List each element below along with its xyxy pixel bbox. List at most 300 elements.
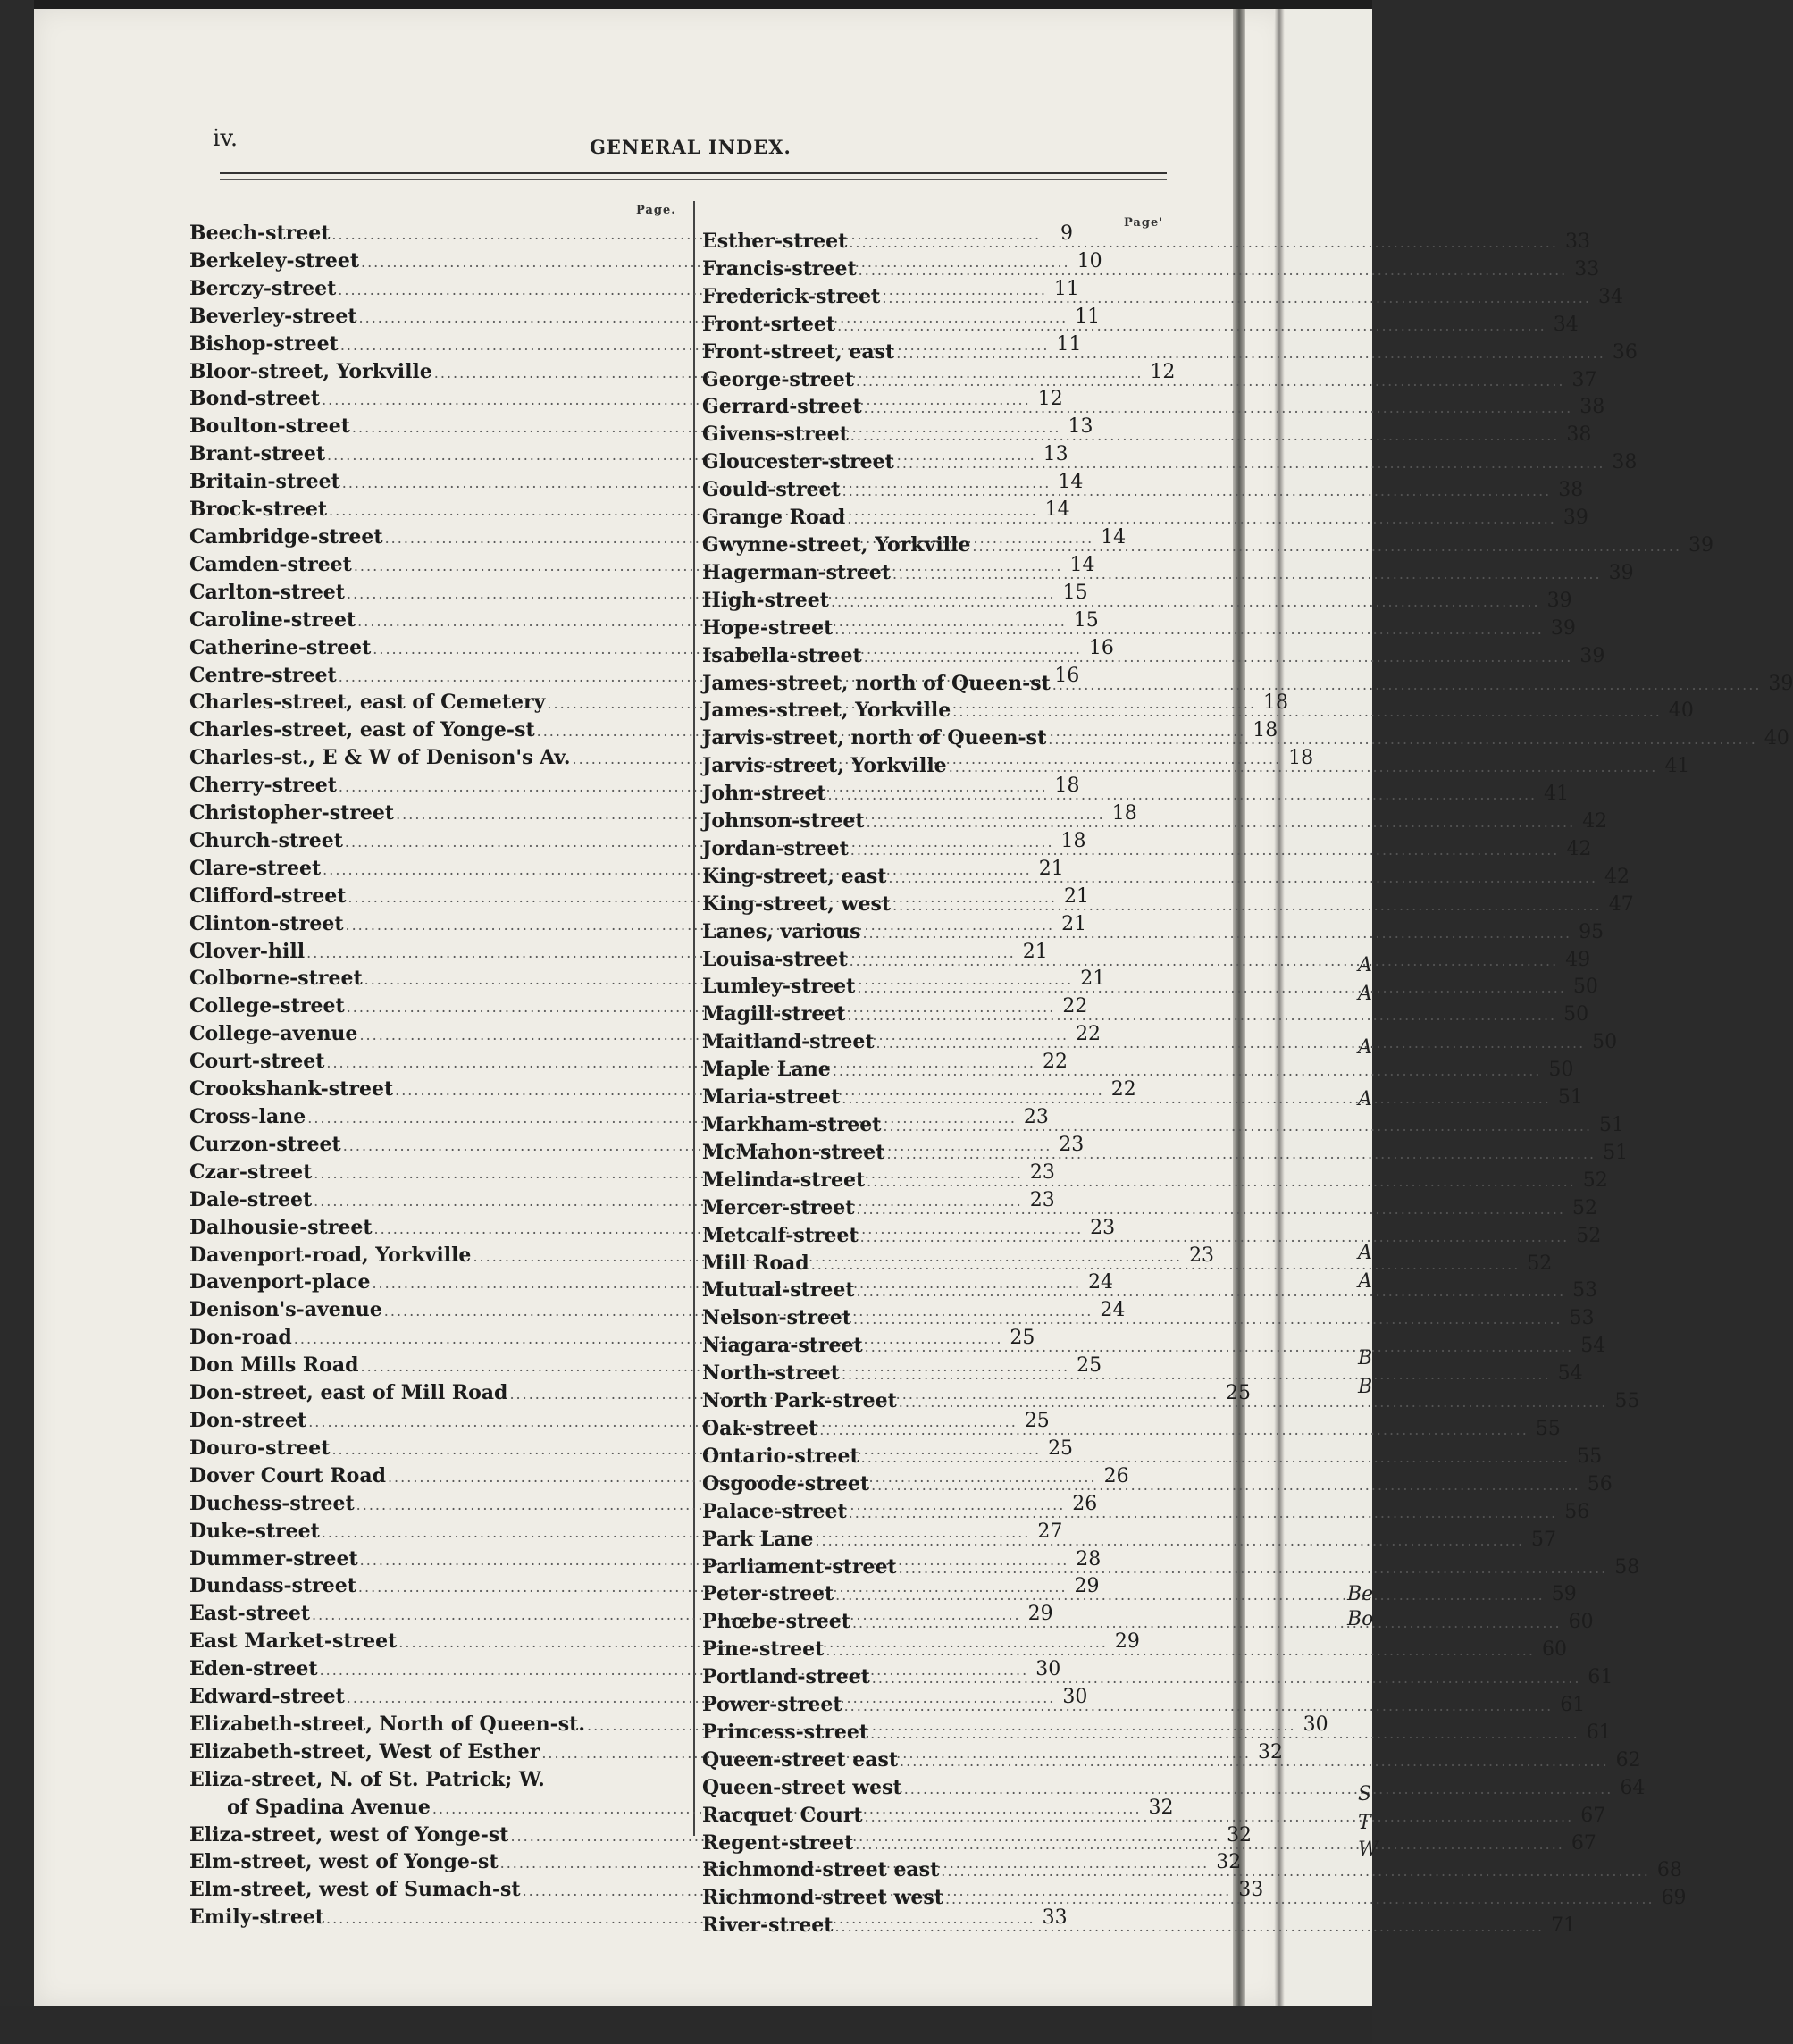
entry-name: Clare-street	[189, 856, 322, 880]
entry-name: Gould-street	[702, 478, 841, 502]
dot-leader	[849, 423, 1562, 449]
entry-page: 36	[1612, 340, 1638, 364]
entry-name: Don-street, east of Mill Road	[189, 1381, 508, 1405]
entry-page: 18	[1288, 747, 1314, 770]
entry-name: Mill Road	[702, 1251, 809, 1275]
entry-page: 30	[1062, 1686, 1088, 1709]
index-entry	[702, 449, 1638, 477]
index-entry	[702, 1527, 1557, 1554]
entry-page: 22	[1076, 1023, 1102, 1046]
entry-page: 33	[1042, 1906, 1068, 1930]
entry-name: Lanes, various	[702, 919, 861, 943]
dot-leader	[851, 1307, 1564, 1333]
entry-name: Palace-street	[702, 1499, 847, 1523]
entry-page: 11	[1053, 277, 1079, 300]
dot-leader	[826, 783, 1539, 808]
entry-name: Dalhousie-street	[189, 1215, 373, 1239]
entry-page: 21	[1063, 884, 1089, 908]
dot-leader	[855, 1279, 1568, 1305]
entry-name: Curzon-street	[189, 1132, 341, 1156]
dot-leader	[891, 562, 1604, 588]
entry-name: Brock-street	[189, 498, 328, 522]
dot-leader	[855, 976, 1568, 1001]
entry-page: 30	[1035, 1658, 1061, 1681]
entry-name: Hope-street	[702, 616, 834, 640]
entry-page: 61	[1588, 1666, 1613, 1689]
dot-leader	[894, 341, 1607, 367]
entry-name: Frederick-street	[702, 284, 881, 308]
entry-name: Christopher-street	[189, 801, 395, 825]
entry-name: George-street	[702, 367, 854, 391]
margin-fragment: Bo	[1347, 1608, 1374, 1630]
entry-page: 25	[1024, 1409, 1050, 1432]
entry-name: Davenport-road, Yorkville	[189, 1243, 472, 1267]
entry-name: Mercer-street	[702, 1195, 855, 1219]
entry-page: 54	[1557, 1362, 1583, 1386]
dot-leader	[862, 645, 1575, 671]
entry-name: Park Lane	[702, 1527, 814, 1551]
dot-leader	[875, 1031, 1588, 1057]
dot-leader	[897, 1556, 1610, 1582]
entry-page: 52	[1576, 1224, 1602, 1247]
entry-name: Brant-street	[189, 442, 326, 466]
dot-leader	[833, 1914, 1546, 1940]
entry-page: 23	[1059, 1133, 1085, 1156]
entry-page: 27	[1037, 1520, 1063, 1543]
entry-page: 57	[1531, 1528, 1557, 1551]
entry-page: 41	[1664, 755, 1690, 778]
entry-page: 39	[1546, 589, 1572, 612]
entry-page: 16	[1088, 636, 1114, 659]
index-entry	[702, 974, 1598, 1001]
entry-name: Dundass-street	[189, 1574, 356, 1598]
index-entry	[702, 477, 1584, 505]
index-entry	[702, 1278, 1598, 1305]
entry-page: 23	[1189, 1244, 1215, 1267]
entry-page: 51	[1599, 1114, 1625, 1136]
entry-page: 52	[1582, 1169, 1608, 1192]
entry-name: Eliza-street, west of Yonge-st	[189, 1822, 509, 1847]
entry-name: Jordan-street	[702, 836, 849, 860]
index-entry	[702, 1140, 1629, 1168]
dot-leader	[845, 507, 1558, 532]
entry-page: 9	[1060, 222, 1074, 245]
margin-fragment: A	[1358, 1036, 1372, 1059]
index-entry	[702, 1029, 1618, 1057]
margin-fragment: Be	[1347, 1583, 1374, 1605]
entry-name: Elm-street, west of Sumach-st	[189, 1878, 521, 1902]
entry-name: Don-road	[189, 1326, 292, 1350]
entry-name: McMahon-street	[702, 1140, 885, 1164]
entry-name: Crookshank-street	[189, 1077, 394, 1102]
entry-page: 23	[1029, 1188, 1055, 1211]
entry-page: 13	[1068, 415, 1093, 439]
index-entry	[702, 588, 1572, 616]
index-entry	[702, 1554, 1640, 1582]
entry-page: 22	[1042, 1051, 1068, 1074]
entry-name: Colborne-street	[189, 967, 363, 991]
entry-page: 32	[1148, 1796, 1174, 1819]
entry-page: 32	[1257, 1740, 1283, 1763]
entry-name: Esther-street	[702, 230, 848, 253]
entry-name: Metcalf-street	[702, 1223, 859, 1247]
dot-leader	[884, 1142, 1597, 1168]
entry-name: Melinda-street	[702, 1168, 866, 1192]
entry-page: 24	[1088, 1271, 1114, 1294]
page-title: GENERAL INDEX.	[590, 136, 792, 158]
index-entry	[702, 947, 1591, 975]
index-entry	[702, 1001, 1589, 1029]
dot-leader	[860, 921, 1573, 947]
entry-name: Francis-street	[702, 256, 857, 281]
entry-name: North Park-street	[702, 1389, 897, 1413]
entry-page: 56	[1564, 1500, 1590, 1523]
entry-name: College-street	[189, 994, 345, 1018]
dot-leader	[886, 866, 1599, 892]
entry-page: 68	[1656, 1859, 1682, 1882]
entry-page: 39	[1608, 561, 1634, 584]
dot-leader	[897, 1390, 1610, 1416]
entry-name: Cross-lane	[189, 1105, 306, 1128]
entry-name: of Spadina Avenue	[227, 1795, 431, 1819]
entry-page: 71	[1551, 1914, 1577, 1938]
entry-page: 39	[1579, 644, 1605, 667]
entry-name: Lumley-street	[702, 975, 856, 999]
index-entry	[702, 671, 1793, 699]
entry-page: 51	[1603, 1141, 1629, 1164]
entry-page: 69	[1661, 1887, 1687, 1910]
entry-page: 37	[1571, 368, 1597, 391]
entry-name: Hagerman-street	[702, 560, 891, 584]
entry-page: 61	[1560, 1694, 1586, 1717]
entry-name: Edward-street	[189, 1685, 345, 1709]
margin-fragment: S	[1358, 1783, 1372, 1805]
entry-name: Racquet Court	[702, 1803, 863, 1827]
entry-name: Britain-street	[189, 470, 340, 494]
entry-name: Emily-street	[189, 1906, 324, 1930]
index-entry	[702, 643, 1605, 671]
index-entry	[702, 919, 1604, 947]
entry-page: 33	[1238, 1879, 1264, 1902]
entry-name: King-street, west	[702, 892, 892, 916]
entry-name: John-street	[702, 782, 826, 806]
dot-leader	[869, 1473, 1582, 1499]
entry-page: 14	[1069, 553, 1095, 576]
entry-page: 33	[1574, 257, 1600, 281]
dot-leader	[881, 1114, 1594, 1140]
index-entry	[702, 532, 1714, 560]
entry-name: James-street, Yorkville	[702, 699, 951, 723]
entry-name: Camden-street	[189, 552, 352, 576]
dot-leader	[898, 1749, 1611, 1775]
entry-name: Charles-street, east of Yonge-st	[189, 718, 535, 742]
margin-fragment: W	[1358, 1839, 1378, 1861]
entry-name: Charles-st., E & W of Denison's Av.	[189, 746, 571, 770]
entry-page: 39	[1550, 616, 1576, 640]
dot-leader	[870, 1666, 1583, 1692]
index-entry	[702, 1913, 1577, 1940]
entry-name: Jarvis-street, Yorkville	[702, 754, 947, 778]
index-entry	[702, 1692, 1586, 1720]
entry-page: 55	[1535, 1417, 1561, 1440]
entry-page: 60	[1541, 1638, 1567, 1662]
entry-page: 14	[1044, 498, 1070, 522]
dot-leader	[1051, 673, 1764, 699]
entry-name: Beech-street	[189, 222, 331, 245]
entry-page: 23	[1029, 1160, 1055, 1184]
entry-page: 49	[1565, 948, 1591, 971]
entry-name: Cherry-street	[189, 774, 337, 798]
entry-page: 39	[1563, 507, 1588, 530]
dot-leader	[865, 810, 1578, 836]
entry-page: 21	[1022, 940, 1048, 963]
dot-leader	[829, 590, 1542, 616]
entry-page: 42	[1582, 810, 1608, 834]
entry-name: Bishop-street	[189, 331, 339, 356]
margin-fragment: A	[1358, 1088, 1372, 1110]
entry-page: 21	[1061, 912, 1087, 935]
entry-name: Dale-street	[189, 1187, 313, 1211]
entry-page: 22	[1110, 1078, 1136, 1102]
index-entry	[702, 1664, 1613, 1692]
index-entry	[702, 1444, 1603, 1471]
entry-page: 10	[1077, 249, 1102, 272]
index-entry	[702, 1223, 1602, 1251]
entry-name: River-street	[702, 1914, 834, 1938]
entry-name: King-street, east	[702, 864, 887, 888]
entry-name: Nelson-street	[702, 1306, 851, 1330]
entry-name: Front-srteet	[702, 312, 836, 336]
entry-page: 51	[1557, 1086, 1583, 1110]
index-entry	[702, 1057, 1574, 1085]
index-entry	[702, 864, 1630, 892]
entry-name: Gerrard-street	[702, 395, 862, 419]
index-entry	[189, 1767, 683, 1795]
entry-name: Berczy-street	[189, 276, 337, 300]
entry-name: Richmond-street west	[702, 1886, 943, 1910]
entry-name: Duchess-street	[189, 1491, 355, 1515]
margin-fragment: A	[1358, 1242, 1372, 1264]
scan-bottom-edge	[0, 2006, 1372, 2044]
entry-page: 40	[1764, 727, 1789, 750]
dot-leader	[841, 479, 1554, 505]
index-entry	[702, 229, 1590, 256]
entry-page: 28	[1076, 1547, 1102, 1571]
entry-name: Elizabeth-street, West of Esther	[189, 1739, 540, 1763]
margin-fragment: T	[1358, 1812, 1371, 1834]
dot-leader	[947, 755, 1660, 781]
entry-page: 18	[1263, 691, 1289, 715]
entry-page: 50	[1592, 1031, 1618, 1054]
entry-name: James-street, north of Queen-st	[702, 671, 1051, 695]
index-entry	[702, 560, 1634, 588]
entry-page: 15	[1073, 608, 1099, 632]
entry-page: 64	[1620, 1776, 1646, 1799]
entry-page: 29	[1074, 1575, 1100, 1598]
entry-page: 26	[1072, 1492, 1098, 1515]
entry-page: 11	[1056, 332, 1082, 356]
entry-name: Dummer-street	[189, 1546, 358, 1571]
entry-page: 23	[1090, 1216, 1116, 1239]
entry-name: Dover Court Road	[189, 1463, 386, 1487]
index-entry	[702, 781, 1570, 808]
entry-name: Regent-street	[702, 1830, 854, 1855]
entry-page: 11	[1075, 305, 1101, 328]
dot-leader	[824, 1638, 1537, 1664]
dot-leader	[842, 1694, 1555, 1720]
index-entry	[702, 339, 1638, 367]
margin-fragment: B	[1358, 1376, 1373, 1398]
dot-leader	[849, 838, 1562, 864]
entry-page: 14	[1058, 471, 1084, 494]
dot-leader	[840, 1086, 1553, 1112]
entry-page: 22	[1062, 995, 1088, 1018]
entry-page: 38	[1612, 451, 1638, 474]
entry-name: Court-street	[189, 1050, 325, 1074]
entry-name: Boulton-street	[189, 415, 350, 439]
entry-name: Maria-street	[702, 1085, 841, 1110]
index-entry	[702, 505, 1588, 532]
index-entry	[702, 892, 1634, 919]
entry-name: Queen-street west	[702, 1775, 902, 1799]
entry-name: Maitland-street	[702, 1030, 875, 1054]
index-entry	[702, 394, 1605, 422]
index-entry	[702, 1112, 1625, 1140]
entry-page: 38	[1566, 423, 1592, 447]
entry-name: Front-street, east	[702, 339, 895, 364]
index-entry	[702, 1085, 1583, 1112]
dot-leader	[840, 1362, 1553, 1388]
dot-leader	[939, 1859, 1652, 1885]
entry-name: Clover-hill	[189, 939, 306, 963]
entry-name: Ontario-street	[702, 1444, 859, 1468]
index-entry	[702, 1195, 1597, 1223]
entry-name: Beverley-street	[189, 304, 357, 328]
index-entry	[702, 422, 1592, 449]
entry-name: North-street	[702, 1361, 840, 1386]
entry-name: Clifford-street	[189, 884, 347, 908]
entry-page: 34	[1597, 285, 1623, 308]
margin-fragment: A	[1358, 954, 1372, 976]
entry-page: 55	[1614, 1390, 1640, 1413]
entry-page: 52	[1571, 1196, 1597, 1219]
entry-page: 23	[1023, 1106, 1049, 1128]
dot-leader	[859, 1445, 1572, 1471]
header-rule-thin	[220, 179, 1167, 180]
entry-name: Bond-street	[189, 387, 321, 411]
entry-page: 32	[1216, 1851, 1242, 1874]
entry-name: Berkeley-street	[189, 248, 359, 272]
dot-leader	[813, 1529, 1526, 1554]
dot-leader	[970, 534, 1683, 560]
entry-name: Magill-street	[702, 1002, 846, 1026]
index-entry	[702, 1775, 1646, 1803]
entry-name: Grange Road	[702, 506, 846, 530]
entry-name: Clinton-street	[189, 911, 344, 935]
entry-name: Richmond-street east	[702, 1858, 940, 1882]
entry-page: 59	[1551, 1583, 1577, 1606]
margin-fragment: A	[1358, 1270, 1372, 1293]
entry-name: Gloucester-street	[702, 450, 894, 474]
entry-page: 52	[1527, 1252, 1553, 1275]
entry-name: Louisa-street	[702, 947, 848, 971]
entry-page: 39	[1688, 533, 1714, 557]
entry-page: 60	[1568, 1611, 1594, 1634]
dot-leader	[951, 699, 1663, 725]
entry-page: 25	[1226, 1382, 1252, 1405]
entry-page: 26	[1103, 1464, 1129, 1487]
entry-name: Niagara-street	[702, 1334, 863, 1358]
dot-leader	[831, 1059, 1544, 1085]
dot-leader	[859, 1225, 1571, 1251]
entry-page: 50	[1548, 1059, 1574, 1082]
entry-name: Duke-street	[189, 1519, 320, 1543]
entry-name: Centre-street	[189, 663, 337, 687]
header-rule	[220, 172, 1167, 174]
entry-name: Power-street	[702, 1693, 842, 1717]
entry-name: Johnson-street	[702, 809, 865, 834]
entry-page: 18	[1111, 802, 1137, 825]
entry-page: 14	[1101, 525, 1127, 549]
entry-name: Eliza-street, N. of St. Patrick; W.	[189, 1767, 545, 1791]
page-number: iv.	[213, 125, 239, 152]
entry-name: Carlton-street	[189, 580, 345, 604]
entry-name: Phœbe-street	[702, 1610, 850, 1634]
entry-page: 67	[1580, 1804, 1606, 1827]
entry-name: Don-street	[189, 1408, 307, 1432]
entry-name: Elm-street, west of Yonge-st	[189, 1850, 499, 1874]
entry-name: Givens-street	[702, 423, 849, 447]
index-entry	[702, 1637, 1567, 1664]
entry-page: 13	[1043, 443, 1068, 466]
dot-leader	[809, 1252, 1522, 1278]
entry-name: Cambridge-street	[189, 524, 383, 549]
entry-name: Portland-street	[702, 1665, 870, 1689]
entry-name: College-avenue	[189, 1022, 358, 1046]
margin-fragment: A	[1358, 983, 1372, 1005]
entry-name: Elizabeth-street, North of Queen-st.	[189, 1712, 585, 1736]
dot-leader	[833, 617, 1546, 643]
index-entry	[702, 1305, 1595, 1333]
entry-name: Queen-street east	[702, 1747, 899, 1772]
entry-page: 62	[1615, 1748, 1641, 1772]
margin-fragment: B	[1358, 1347, 1373, 1370]
entry-name: Peter-street	[702, 1582, 834, 1606]
entry-name: East-street	[189, 1602, 310, 1626]
entry-name: Osgoode-street	[702, 1471, 870, 1495]
dot-leader	[853, 1832, 1566, 1858]
entry-name: Markham-street	[702, 1113, 882, 1136]
dot-leader	[847, 1501, 1560, 1527]
entry-name: Catherine-street	[189, 635, 372, 659]
entry-name: Don Mills Road	[189, 1353, 359, 1378]
entry-page: 61	[1586, 1721, 1612, 1744]
entry-page: 40	[1668, 699, 1694, 723]
dot-leader	[880, 286, 1593, 312]
dot-leader	[891, 893, 1604, 919]
entry-page: 21	[1038, 857, 1064, 880]
entry-name: Caroline-street	[189, 607, 356, 632]
entry-name: Bloor-street, Yorkville	[189, 359, 432, 383]
entry-page: 24	[1100, 1299, 1126, 1322]
dot-leader	[902, 1777, 1615, 1803]
entry-page: 95	[1579, 920, 1604, 943]
dot-leader	[868, 1721, 1581, 1747]
dot-leader	[846, 1003, 1559, 1029]
index-entry	[702, 1168, 1608, 1195]
entry-name: Denison's-avenue	[189, 1298, 382, 1322]
entry-page: 16	[1054, 664, 1080, 687]
